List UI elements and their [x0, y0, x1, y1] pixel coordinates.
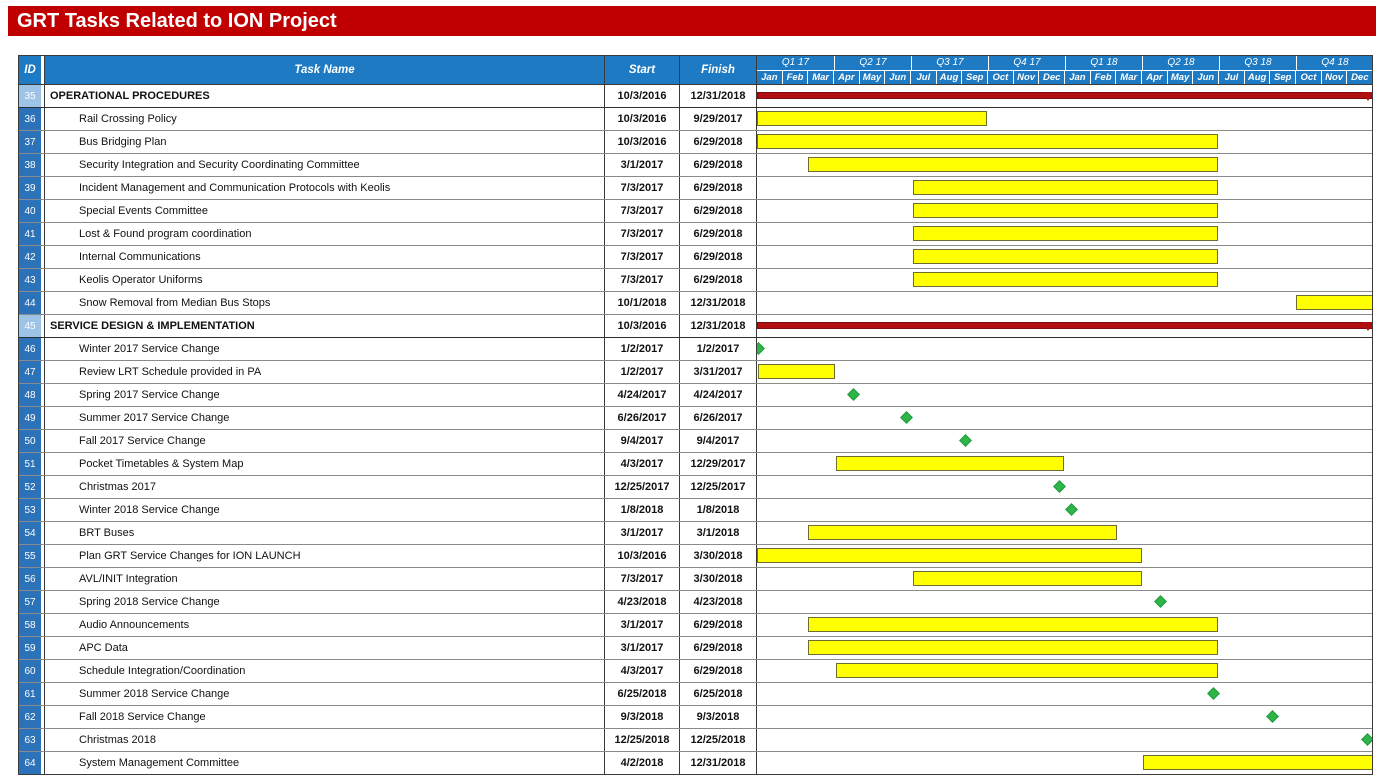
timeline-cell	[756, 637, 1372, 659]
task-id: 44	[19, 292, 41, 314]
task-id: 61	[19, 683, 41, 705]
task-name-cell[interactable]: AVL/INIT Integration	[44, 568, 604, 590]
start-date-cell[interactable]: 6/26/2017	[604, 407, 679, 429]
task-name-cell[interactable]: Spring 2018 Service Change	[44, 591, 604, 613]
timeline-cell	[756, 568, 1372, 590]
summary-bar-end-arrow-icon	[1362, 92, 1372, 101]
gantt-bar[interactable]	[808, 617, 1217, 632]
timeline-cell	[756, 200, 1372, 222]
task-row[interactable]	[19, 407, 1372, 430]
timeline-cell	[756, 660, 1372, 682]
task-id: 64	[19, 752, 41, 774]
task-name-cell[interactable]: Fall 2017 Service Change	[44, 430, 604, 452]
task-row[interactable]	[19, 154, 1372, 177]
task-row[interactable]	[19, 637, 1372, 660]
task-name-cell[interactable]: Security Integration and Security Coordinating Committee	[44, 154, 604, 176]
start-date-cell[interactable]: 9/4/2017	[604, 430, 679, 452]
finish-date-cell[interactable]: 6/29/2018	[679, 246, 756, 268]
task-id: 54	[19, 522, 41, 544]
finish-date-cell[interactable]: 9/29/2017	[679, 108, 756, 130]
timeline-cell	[756, 292, 1372, 314]
quarter-cell: Q2 18	[1142, 56, 1219, 70]
finish-date-cell[interactable]: 6/29/2018	[679, 660, 756, 682]
gantt-bar[interactable]	[913, 203, 1218, 218]
task-id: 62	[19, 706, 41, 728]
gantt-bar[interactable]	[1143, 755, 1372, 770]
quarter-cell: Q4 18	[1296, 56, 1372, 70]
task-name-cell[interactable]: Lost & Found program coordination	[44, 223, 604, 245]
task-id: 38	[19, 154, 41, 176]
gantt-bar[interactable]	[808, 157, 1217, 172]
start-date-cell[interactable]: 7/3/2017	[604, 246, 679, 268]
quarter-cell: Q3 17	[911, 56, 988, 70]
task-row[interactable]	[19, 223, 1372, 246]
task-id: 50	[19, 430, 41, 452]
finish-date-cell[interactable]: 12/31/2018	[679, 315, 756, 337]
gantt-bar[interactable]	[808, 525, 1117, 540]
finish-date-cell[interactable]: 6/26/2017	[679, 407, 756, 429]
task-row[interactable]	[19, 292, 1372, 315]
task-row[interactable]	[19, 108, 1372, 131]
task-name-cell[interactable]: Spring 2017 Service Change	[44, 384, 604, 406]
gantt-bar[interactable]	[757, 111, 987, 126]
month-cell: Sep	[1269, 71, 1295, 85]
milestone-diamond-icon[interactable]	[1266, 710, 1279, 723]
task-id: 42	[19, 246, 41, 268]
task-name-cell[interactable]: Rail Crossing Policy	[44, 108, 604, 130]
task-row[interactable]	[19, 545, 1372, 568]
milestone-diamond-icon[interactable]	[756, 342, 765, 355]
finish-date-cell[interactable]: 12/31/2018	[679, 292, 756, 314]
timeline-cell	[756, 315, 1372, 337]
start-date-cell[interactable]: 7/3/2017	[604, 269, 679, 291]
start-date-cell[interactable]: 7/3/2017	[604, 223, 679, 245]
gantt-bar[interactable]	[1296, 295, 1372, 310]
start-date-cell[interactable]: 7/3/2017	[604, 177, 679, 199]
gantt-bar[interactable]	[836, 663, 1218, 678]
task-name-cell[interactable]: OPERATIONAL PROCEDURES	[44, 85, 604, 107]
task-id: 45	[19, 315, 41, 337]
header-finish: Finish	[679, 56, 756, 84]
start-date-cell[interactable]: 3/1/2017	[604, 522, 679, 544]
timeline-cell	[756, 476, 1372, 498]
task-id: 60	[19, 660, 41, 682]
start-date-cell[interactable]: 10/3/2016	[604, 131, 679, 153]
gantt-bar[interactable]	[913, 272, 1218, 287]
month-cell: Jan	[1064, 71, 1090, 85]
task-row[interactable]	[19, 522, 1372, 545]
page-title: GRT Tasks Related to ION Project	[8, 6, 1376, 36]
month-header-row	[757, 70, 1372, 85]
quarter-cell: Q3 18	[1219, 56, 1296, 70]
quarter-cell: Q1 17	[781, 57, 810, 68]
finish-date-cell[interactable]: 6/29/2018	[679, 177, 756, 199]
task-name-cell[interactable]: BRT Buses	[44, 522, 604, 544]
finish-date-cell[interactable]: 6/29/2018	[679, 637, 756, 659]
gantt-bar[interactable]	[913, 226, 1218, 241]
task-name-cell[interactable]: Pocket Timetables & System Map	[44, 453, 604, 475]
task-row[interactable]	[19, 131, 1372, 154]
start-date-cell[interactable]: 12/25/2018	[604, 729, 679, 751]
task-name-cell[interactable]: Bus Bridging Plan	[44, 131, 604, 153]
timeline-cell	[756, 108, 1372, 130]
task-name-cell[interactable]: Audio Announcements	[44, 614, 604, 636]
task-row[interactable]	[19, 430, 1372, 453]
task-rows	[19, 85, 1372, 774]
task-row[interactable]	[19, 338, 1372, 361]
task-name-cell[interactable]: Summer 2018 Service Change	[44, 683, 604, 705]
task-name-cell[interactable]: Summer 2017 Service Change	[44, 407, 604, 429]
task-row[interactable]	[19, 200, 1372, 223]
timeline-cell	[756, 453, 1372, 475]
start-date-cell[interactable]: 10/3/2016	[604, 85, 679, 107]
gantt-bar[interactable]	[913, 249, 1218, 264]
task-name-cell[interactable]: Snow Removal from Median Bus Stops	[44, 292, 604, 314]
finish-date-cell[interactable]: 3/31/2017	[679, 361, 756, 383]
task-id: 53	[19, 499, 41, 521]
table-header-row	[19, 56, 1372, 85]
month-cell: Aug	[1244, 71, 1270, 85]
gantt-bar[interactable]	[757, 548, 1142, 563]
month-cell: Jun	[1192, 71, 1218, 85]
timeline-cell	[756, 430, 1372, 452]
month-cell: Oct	[987, 71, 1013, 85]
summary-bar[interactable]	[757, 92, 1372, 99]
month-cell: Apr	[833, 71, 859, 85]
header-task-name: Task Name	[44, 56, 604, 84]
finish-date-cell[interactable]: 1/2/2017	[679, 338, 756, 360]
timeline-cell	[756, 591, 1372, 613]
task-name-cell[interactable]: Plan GRT Service Changes for ION LAUNCH	[44, 545, 604, 567]
month-cell: Jun	[884, 71, 910, 85]
task-row[interactable]	[19, 591, 1372, 614]
timeline-cell	[756, 361, 1372, 383]
task-row[interactable]	[19, 453, 1372, 476]
milestone-diamond-icon[interactable]	[1208, 687, 1221, 700]
finish-date-cell[interactable]: 4/23/2018	[679, 591, 756, 613]
gantt-bar[interactable]	[758, 364, 835, 379]
month-cell: Jan	[761, 71, 778, 83]
timeline-cell	[756, 177, 1372, 199]
task-row[interactable]	[19, 568, 1372, 591]
month-cell: Aug	[936, 71, 962, 85]
task-id: 36	[19, 108, 41, 130]
start-date-cell[interactable]: 3/1/2017	[604, 637, 679, 659]
finish-date-cell[interactable]: 1/8/2018	[679, 499, 756, 521]
timeline-cell	[756, 614, 1372, 636]
task-row[interactable]	[19, 269, 1372, 292]
quarter-header-row	[757, 56, 1372, 70]
quarter-cell: Q1 18	[1065, 56, 1142, 70]
task-id: 51	[19, 453, 41, 475]
task-id: 43	[19, 269, 41, 291]
task-row[interactable]	[19, 729, 1372, 752]
start-date-cell[interactable]: 3/1/2017	[604, 154, 679, 176]
milestone-diamond-icon[interactable]	[1054, 480, 1067, 493]
finish-date-cell[interactable]: 4/24/2017	[679, 384, 756, 406]
task-name-cell[interactable]: Special Events Committee	[44, 200, 604, 222]
task-id: 58	[19, 614, 41, 636]
task-id: 37	[19, 131, 41, 153]
finish-date-cell[interactable]: 6/29/2018	[679, 614, 756, 636]
month-cell: Nov	[1013, 71, 1039, 85]
start-date-cell[interactable]: 4/3/2017	[604, 453, 679, 475]
finish-date-cell[interactable]: 12/31/2018	[679, 85, 756, 107]
month-cell: Mar	[1115, 71, 1141, 85]
gantt-bar[interactable]	[913, 180, 1218, 195]
timeline-cell	[756, 407, 1372, 429]
finish-date-cell[interactable]: 9/3/2018	[679, 706, 756, 728]
gantt-bar[interactable]	[913, 571, 1142, 586]
task-id: 52	[19, 476, 41, 498]
timeline-cell	[756, 522, 1372, 544]
start-date-cell[interactable]: 3/1/2017	[604, 614, 679, 636]
month-cell: Sep	[961, 71, 987, 85]
task-name-cell[interactable]: Schedule Integration/Coordination	[44, 660, 604, 682]
finish-date-cell[interactable]: 9/4/2017	[679, 430, 756, 452]
summary-bar-end-arrow-icon	[1362, 322, 1372, 331]
start-date-cell[interactable]: 10/1/2018	[604, 292, 679, 314]
timeline-cell	[756, 729, 1372, 751]
timeline-cell	[756, 683, 1372, 705]
timeline-cell	[756, 338, 1372, 360]
task-id: 56	[19, 568, 41, 590]
task-name-cell[interactable]: Christmas 2018	[44, 729, 604, 751]
finish-date-cell[interactable]: 3/30/2018	[679, 545, 756, 567]
timeline-cell	[756, 154, 1372, 176]
task-id: 63	[19, 729, 41, 751]
task-id: 41	[19, 223, 41, 245]
start-date-cell[interactable]: 7/3/2017	[604, 568, 679, 590]
timeline-header	[756, 56, 1372, 84]
header-id: ID	[19, 56, 41, 84]
month-cell: Jul	[1218, 71, 1244, 85]
timeline-cell	[756, 131, 1372, 153]
task-row[interactable]	[19, 752, 1372, 774]
month-cell: Apr	[1141, 71, 1167, 85]
month-cell: Oct	[1295, 71, 1321, 85]
finish-date-cell[interactable]: 12/25/2017	[679, 476, 756, 498]
month-cell: Mar	[807, 71, 833, 85]
month-cell: Dec	[1346, 71, 1372, 85]
finish-date-cell[interactable]: 6/25/2018	[679, 683, 756, 705]
start-date-cell[interactable]: 12/25/2017	[604, 476, 679, 498]
task-row[interactable]	[19, 246, 1372, 269]
gantt-bar[interactable]	[808, 640, 1217, 655]
start-date-cell[interactable]: 4/23/2018	[604, 591, 679, 613]
timeline-cell	[756, 706, 1372, 728]
task-name-cell[interactable]: Keolis Operator Uniforms	[44, 269, 604, 291]
finish-date-cell[interactable]: 6/29/2018	[679, 269, 756, 291]
task-row[interactable]	[19, 384, 1372, 407]
finish-date-cell[interactable]: 6/29/2018	[679, 131, 756, 153]
task-id: 46	[19, 338, 41, 360]
month-cell: Dec	[1038, 71, 1064, 85]
milestone-diamond-icon[interactable]	[1155, 595, 1168, 608]
month-cell: Nov	[1321, 71, 1347, 85]
task-name-cell[interactable]: Internal Communications	[44, 246, 604, 268]
task-id: 59	[19, 637, 41, 659]
start-date-cell[interactable]: 4/24/2017	[604, 384, 679, 406]
task-id: 49	[19, 407, 41, 429]
milestone-diamond-icon[interactable]	[1065, 503, 1078, 516]
summary-bar[interactable]	[757, 322, 1372, 329]
start-date-cell[interactable]: 10/3/2016	[604, 108, 679, 130]
timeline-cell	[756, 246, 1372, 268]
milestone-diamond-icon[interactable]	[959, 434, 972, 447]
start-date-cell[interactable]: 10/3/2016	[604, 315, 679, 337]
gantt-bar[interactable]	[757, 134, 1218, 149]
task-name-cell[interactable]: Christmas 2017	[44, 476, 604, 498]
month-cell: May	[1167, 71, 1193, 85]
timeline-cell	[756, 384, 1372, 406]
task-id: 39	[19, 177, 41, 199]
finish-date-cell[interactable]: 6/29/2018	[679, 154, 756, 176]
finish-date-cell[interactable]: 12/29/2017	[679, 453, 756, 475]
start-date-cell[interactable]: 6/25/2018	[604, 683, 679, 705]
timeline-cell	[756, 499, 1372, 521]
task-row[interactable]	[19, 614, 1372, 637]
finish-date-cell[interactable]: 12/31/2018	[679, 752, 756, 774]
task-id: 40	[19, 200, 41, 222]
task-id: 35	[19, 85, 41, 107]
start-date-cell[interactable]: 9/3/2018	[604, 706, 679, 728]
task-id: 47	[19, 361, 41, 383]
task-row[interactable]	[19, 361, 1372, 384]
task-name-cell[interactable]: Winter 2017 Service Change	[44, 338, 604, 360]
start-date-cell[interactable]: 4/3/2017	[604, 660, 679, 682]
start-date-cell[interactable]: 1/2/2017	[604, 338, 679, 360]
timeline-cell	[756, 85, 1372, 107]
milestone-diamond-icon[interactable]	[900, 411, 913, 424]
start-date-cell[interactable]: 1/8/2018	[604, 499, 679, 521]
quarter-cell: Q2 17	[834, 56, 911, 70]
finish-date-cell[interactable]: 6/29/2018	[679, 200, 756, 222]
milestone-diamond-icon[interactable]	[1362, 733, 1372, 746]
task-name-cell[interactable]: SERVICE DESIGN & IMPLEMENTATION	[44, 315, 604, 337]
task-name-cell[interactable]: Winter 2018 Service Change	[44, 499, 604, 521]
task-row[interactable]	[19, 85, 1372, 108]
task-name-cell[interactable]: System Management Committee	[44, 752, 604, 774]
start-date-cell[interactable]: 1/2/2017	[604, 361, 679, 383]
month-cell: Feb	[1090, 71, 1116, 85]
start-date-cell[interactable]: 7/3/2017	[604, 200, 679, 222]
task-row[interactable]	[19, 660, 1372, 683]
milestone-diamond-icon[interactable]	[847, 388, 860, 401]
finish-date-cell[interactable]: 6/29/2018	[679, 223, 756, 245]
finish-date-cell[interactable]: 12/25/2018	[679, 729, 756, 751]
quarter-cell: Q4 17	[988, 56, 1065, 70]
start-date-cell[interactable]: 4/2/2018	[604, 752, 679, 774]
month-cell: Feb	[782, 71, 808, 85]
task-row[interactable]	[19, 706, 1372, 729]
gantt-bar[interactable]	[836, 456, 1064, 471]
gantt-table	[18, 55, 1373, 775]
task-row[interactable]	[19, 476, 1372, 499]
task-id: 55	[19, 545, 41, 567]
timeline-cell	[756, 223, 1372, 245]
task-name-cell[interactable]: Incident Management and Communication Protocols with Keolis	[44, 177, 604, 199]
task-row[interactable]	[19, 177, 1372, 200]
task-name-cell[interactable]: APC Data	[44, 637, 604, 659]
month-cell: May	[859, 71, 885, 85]
timeline-cell	[756, 545, 1372, 567]
month-cell: Jul	[910, 71, 936, 85]
start-date-cell[interactable]: 10/3/2016	[604, 545, 679, 567]
timeline-cell	[756, 752, 1372, 774]
task-id: 48	[19, 384, 41, 406]
timeline-cell	[756, 269, 1372, 291]
task-name-cell[interactable]: Fall 2018 Service Change	[44, 706, 604, 728]
task-id: 57	[19, 591, 41, 613]
header-start: Start	[604, 56, 679, 84]
task-name-cell[interactable]: Review LRT Schedule provided in PA	[44, 361, 604, 383]
finish-date-cell[interactable]: 3/30/2018	[679, 568, 756, 590]
task-row[interactable]	[19, 683, 1372, 706]
task-row[interactable]	[19, 499, 1372, 522]
task-row[interactable]	[19, 315, 1372, 338]
finish-date-cell[interactable]: 3/1/2018	[679, 522, 756, 544]
